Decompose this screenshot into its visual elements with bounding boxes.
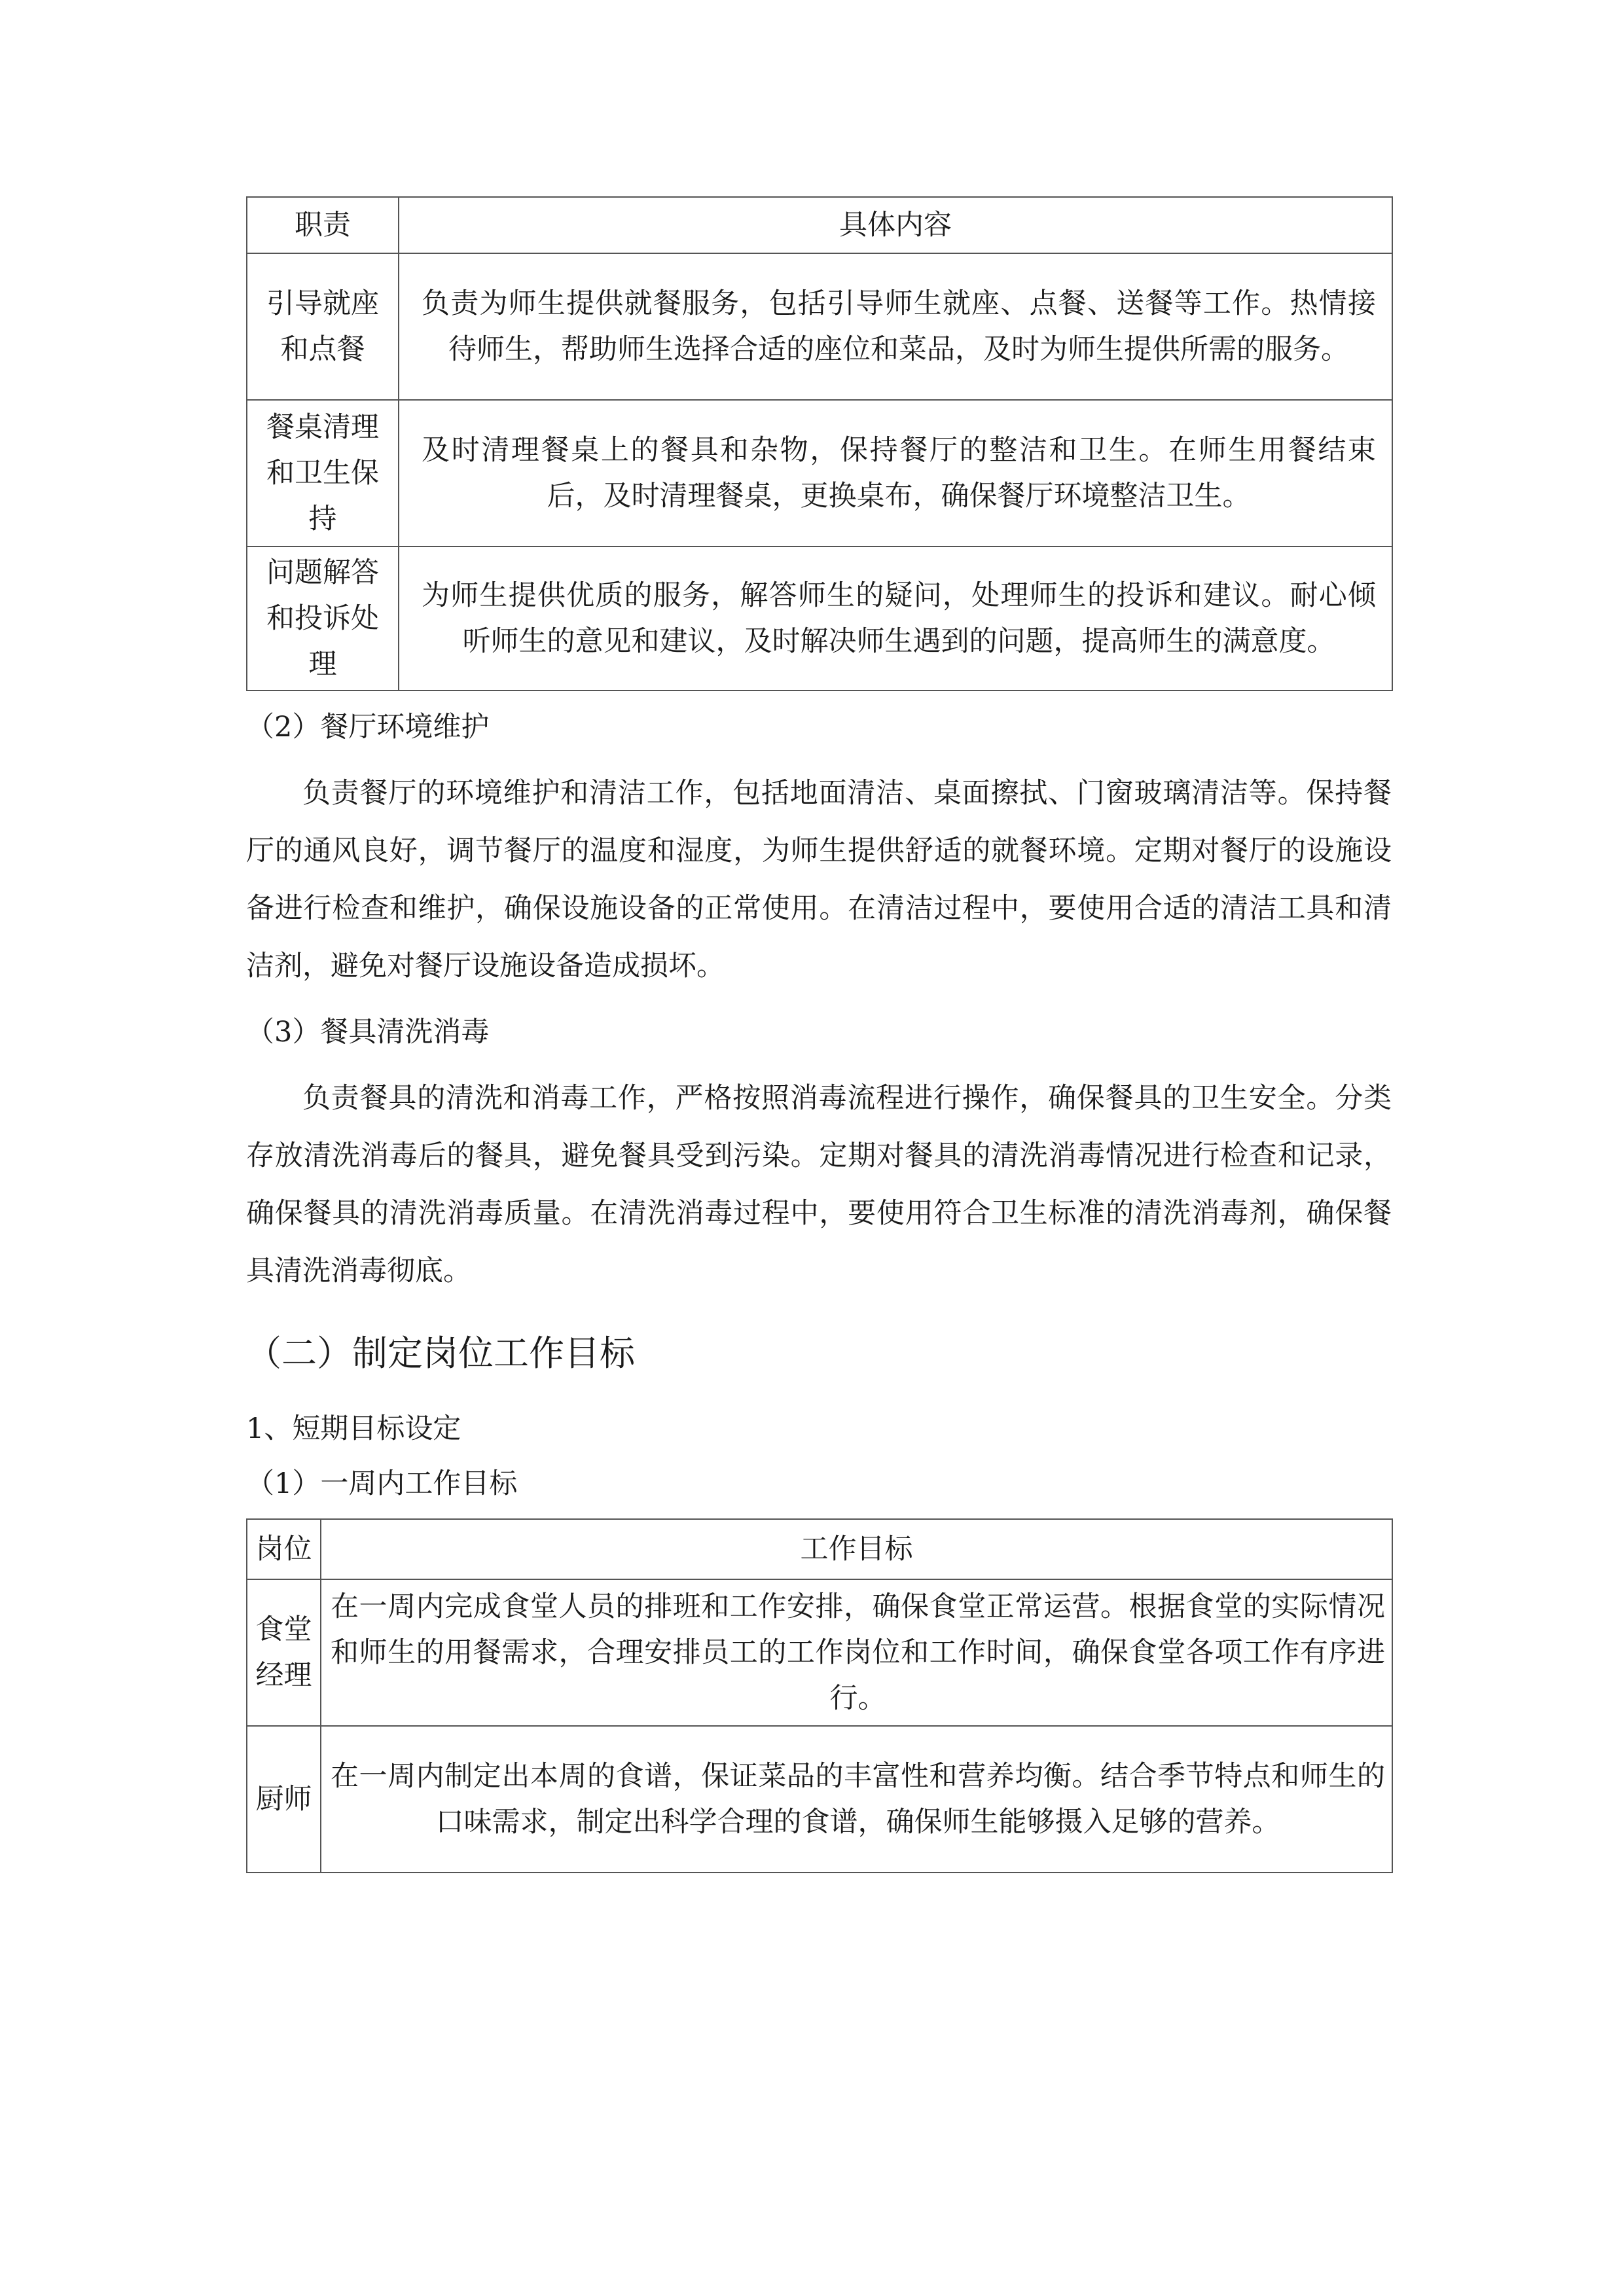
table-row [247, 1726, 1392, 1873]
subsection-heading: （1）一周内工作目标 [246, 1467, 518, 1500]
table-row [247, 400, 1392, 547]
subsection-heading: （3）餐具清洗消毒 [246, 1016, 490, 1049]
table-header-cell: 工作目标 [321, 1519, 1392, 1579]
table-header-cell: 岗位 [247, 1519, 321, 1579]
duty-label: 问题解答和投诉处理 [247, 547, 399, 691]
table-header-cell: 具体内容 [399, 197, 1392, 253]
table-row [247, 1579, 1392, 1726]
body-paragraph: 负责餐具的清洗和消毒工作，严格按照消毒流程进行操作，确保餐具的卫生安全。分类存放清洗消毒后的餐具，避免餐具受到污染。定期对餐具的清洗消毒情况进行检查和记录，确保餐具的清洗消毒质量。在清洗消毒过程中，要使用符合卫生标准的清洗消毒剂，确保餐具清洗消毒彻底。 [246, 1082, 1392, 1287]
duty-content: 及时清理餐桌上的餐具和杂物，保持餐厅的整洁和卫生。在师生用餐结束后，及时清理餐桌，更换桌布，确保餐厅环境整洁卫生。 [399, 400, 1392, 547]
duty-label: 餐桌清理和卫生保持 [247, 400, 399, 547]
table-header-row [247, 197, 1392, 253]
subsection-heading: （2）餐厅环境维护 [246, 711, 490, 744]
duty-label: 引导就座和点餐 [247, 253, 399, 400]
duties-table [246, 196, 1393, 691]
duty-content: 为师生提供优质的服务，解答师生的疑问，处理师生的投诉和建议。耐心倾听师生的意见和建议，及时解决师生遇到的问题，提高师生的满意度。 [399, 547, 1392, 691]
goal-content: 在一周内制定出本周的食谱，保证菜品的丰富性和营养均衡。结合季节特点和师生的口味需求，制定出科学合理的食谱，确保师生能够摄入足够的营养。 [321, 1726, 1392, 1873]
position-label: 厨师 [247, 1726, 321, 1873]
document-page [246, 196, 1392, 1873]
list-heading: 1、短期目标设定 [246, 1412, 461, 1445]
table-header-row [247, 1519, 1392, 1579]
body-paragraph: 负责餐厅的环境维护和清洁工作，包括地面清洁、桌面擦拭、门窗玻璃清洁等。保持餐厅的通风良好，调节餐厅的温度和湿度，为师生提供舒适的就餐环境。定期对餐厅的设施设备进行检查和维护，确保设施设备的正常使用。在清洁过程中，要使用合适的清洁工具和清洁剂，避免对餐厅设施设备造成损坏。 [246, 777, 1392, 982]
section-heading: （二）制定岗位工作目标 [246, 1333, 635, 1374]
goals-table [246, 1518, 1393, 1873]
goal-content: 在一周内完成食堂人员的排班和工作安排，确保食堂正常运营。根据食堂的实际情况和师生的用餐需求，合理安排员工的工作岗位和工作时间，确保食堂各项工作有序进行。 [321, 1579, 1392, 1726]
position-label: 食堂经理 [247, 1579, 321, 1726]
table-row [247, 253, 1392, 400]
table-row [247, 547, 1392, 691]
duty-content: 负责为师生提供就餐服务，包括引导师生就座、点餐、送餐等工作。热情接待师生，帮助师生选择合适的座位和菜品，及时为师生提供所需的服务。 [399, 253, 1392, 400]
table-header-cell: 职责 [247, 197, 399, 253]
